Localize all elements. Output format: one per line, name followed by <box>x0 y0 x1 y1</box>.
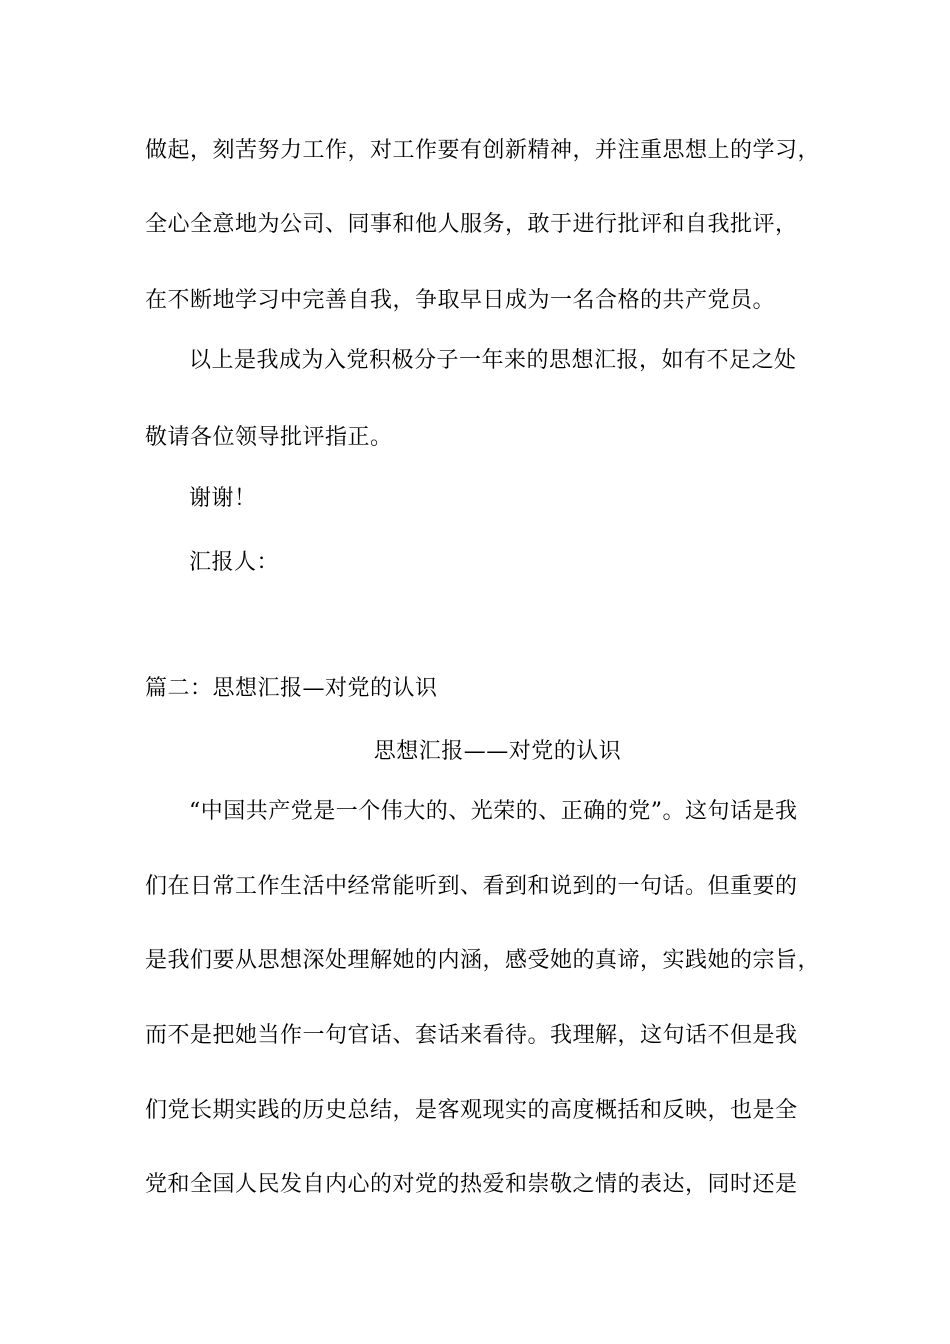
paragraph-line: 们党长期实践的历史总结，是客观现实的高度概括和反映，也是全 <box>145 1098 798 1123</box>
paragraph-line: 做起，刻苦努力工作，对工作要有创新精神，并注重思想上的学习， <box>145 138 821 163</box>
paragraph-line: 是我们要从思想深处理解她的内涵，感受她的真谛，实践她的宗旨， <box>145 948 821 973</box>
paragraph-line: 在不断地学习中完善自我，争取早日成为一名合格的共产党员。 <box>145 288 776 313</box>
paragraph-line: 敬请各位领导批评指正。 <box>145 425 393 450</box>
paragraph-line: 党和全国人民发自内心的对党的热爱和崇敬之情的表达，同时还是 <box>145 1172 798 1197</box>
section-heading: 篇二：思想汇报—对党的认识 <box>145 676 438 701</box>
paragraph-line: 而不是把她当作一句官话、套话来看待。我理解，这句话不但是我 <box>145 1023 798 1048</box>
reporter-line: 汇报人： <box>189 550 280 575</box>
paragraph-line: “中国共产党是一个伟大的、光荣的、正确的党”。这句话是我 <box>189 799 798 824</box>
thanks-line: 谢谢！ <box>189 486 257 511</box>
paragraph-line: 全心全意地为公司、同事和他人服务，敢于进行批评和自我批评， <box>145 212 798 237</box>
paragraph-line: 们在日常工作生活中经常能听到、看到和说到的一句话。但重要的 <box>145 874 798 899</box>
section-title: 思想汇报——对党的认识 <box>373 739 622 764</box>
paragraph-line: 以上是我成为入党积极分子一年来的思想汇报，如有不足之处 <box>189 348 797 373</box>
